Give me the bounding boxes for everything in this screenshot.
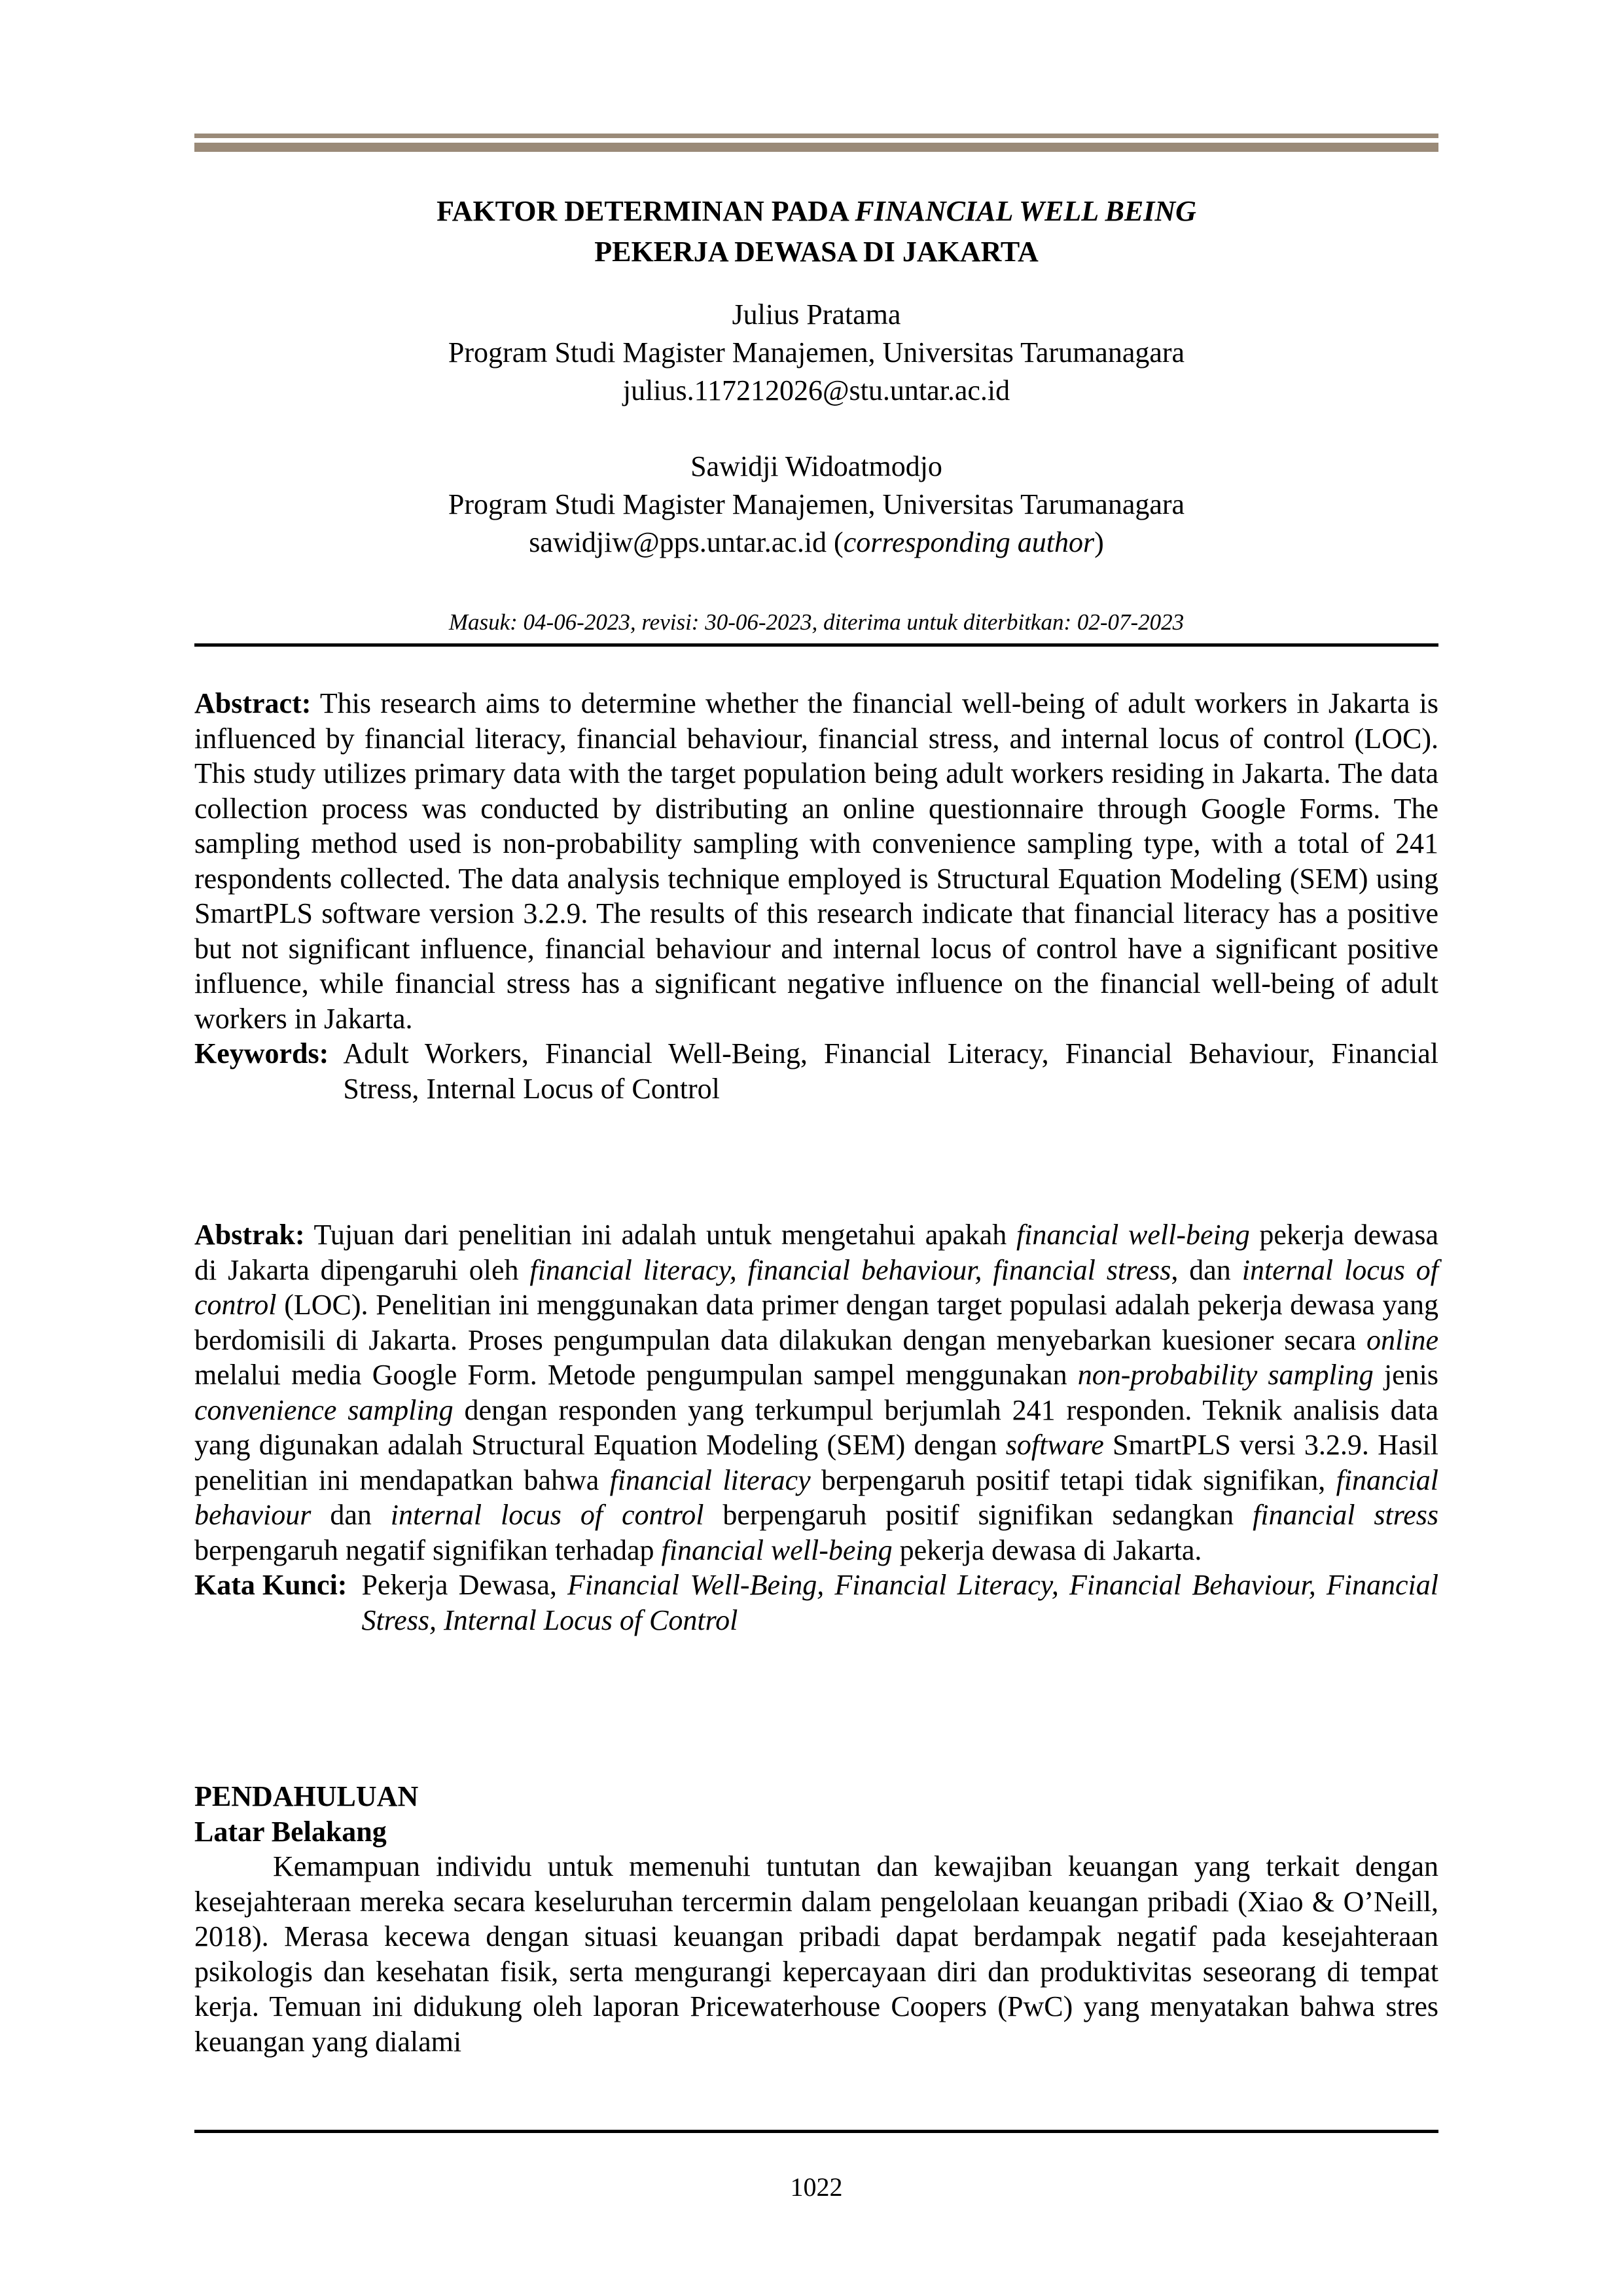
text-run: SmartPLS versi 3.2.9. Hasil penelitian ini mendapatkan bahwa <box>194 1429 1438 1496</box>
abstrak-label: Abstrak: <box>194 1219 305 1251</box>
section-heading: PENDAHULUAN <box>194 1780 419 1812</box>
body-paragraph: Kemampuan individu untuk memenuhi tuntutan dan kewajiban keuangan yang terkait dengan kesejahteraan mereka secara keseluruhan tercermin dalam pengelolaan keuangan pribadi (Xiao & O’Neill, 2018). Merasa kecewa dengan situasi keuangan pribadi dapat berdampak negatif pada kesejahteraan psikologis dan kesehatan fisik, serta mengurangi kepercayaan diri dan produktivitas seseorang di tempat kerja. Temuan ini didukung oleh laporan Pricewaterhouse Coopers (PwC) yang menyatakan bahwa stres keuangan yang dialami <box>194 1850 1438 2058</box>
abstract-text: This research aims to determine whether the financial well-being of adult workers in Jakarta is influenced by financial literacy, financial behaviour, financial stress, and internal locus of control (LOC). This study utilizes primary data with the target population being adult workers residing in Jakarta. The data collection process was conducted by distributing an online questionnaire through Google Forms. The sampling method used is non-probability sampling with convenience sampling type, with a total of 241 respondents collected. The data analysis technique employed is Structural Equation Modeling (SEM) using SmartPLS software version 3.2.9. The results of this research indicate that financial literacy has a positive but not significant influence, financial behaviour and internal locus of control have a significant positive influence, while financial stress has a significant negative influence on the financial well-being of adult workers in Jakarta. <box>194 687 1438 1035</box>
keywords-row <box>194 1036 1438 1106</box>
italic-term: internal locus of control <box>390 1499 704 1531</box>
corresponding-note: corresponding author <box>843 526 1095 558</box>
keywords-label: Keywords: <box>194 1037 329 1069</box>
author-affiliation: Program Studi Magister Manajemen, Universitas Tarumanagara <box>448 488 1185 520</box>
text-run: berpengaruh positif tetapi tidak signifikan, <box>810 1463 1336 1496</box>
abstract-indonesian <box>194 1217 1438 1638</box>
italic-term: internal locus of control <box>194 1253 1438 1321</box>
author-email: sawidjiw@pps.untar.ac.id <box>529 526 827 558</box>
text-run: berpengaruh negatif signifikan terhadap <box>194 1534 662 1566</box>
text-run: berpengaruh positif signifikan sedangkan <box>704 1499 1253 1531</box>
author-affiliation: Program Studi Magister Manajemen, Universitas Tarumanagara <box>448 336 1185 368</box>
author-2 <box>194 448 1438 562</box>
text-run: Tujuan dari penelitian ini adalah untuk mengetahui apakah <box>313 1219 1016 1251</box>
title-line-1: FAKTOR DETERMINAN PADA FINANCIAL WELL BEING <box>437 195 1196 227</box>
italic-term: online <box>1366 1323 1438 1356</box>
abstrak-text <box>194 1219 1438 1566</box>
page-number: 1022 <box>790 2172 843 2202</box>
kata-kunci-row <box>194 1568 1438 1638</box>
header-rule-thick <box>194 143 1438 152</box>
abstract-english <box>194 686 1438 1106</box>
author-list <box>194 296 1438 600</box>
italic-term: financial behaviour <box>194 1463 1439 1531</box>
header-divider <box>194 643 1438 647</box>
italic-term: financial literacy, financial behaviour, financial stress <box>529 1253 1171 1286</box>
italic-term: financial well-being <box>661 1534 893 1566</box>
keywords-text: Adult Workers, Financial Well-Being, Financial Literacy, Financial Behaviour, Financial Stress, Internal Locus of Control <box>343 1037 1438 1105</box>
submission-dates: Masuk: 04-06-2023, revisi: 30-06-2023, diterima untuk diterbitkan: 02-07-2023 <box>448 609 1185 635</box>
author-email-line: sawidjiw@pps.untar.ac.id (corresponding author) <box>529 526 1104 558</box>
text-run: dan <box>311 1499 391 1531</box>
italic-term: convenience sampling <box>194 1393 454 1426</box>
text-run: pekerja dewasa di Jakarta dipengaruhi oleh <box>194 1219 1438 1286</box>
author-email: julius.117212026@stu.untar.ac.id <box>622 374 1010 406</box>
italic-term: financial literacy <box>609 1463 811 1496</box>
text-run: melalui media Google Form. Metode pengumpulan sampel menggunakan <box>194 1359 1078 1391</box>
text-run: dengan responden yang terkumpul berjumlah 241 responden. Teknik analisis data yang digunakan adalah Structural Equation Modeling (SEM) dengan <box>194 1393 1438 1461</box>
header-rule-thin <box>194 134 1438 138</box>
author-name: Sawidji Widoatmodjo <box>690 450 942 482</box>
kata-kunci-label: Kata Kunci: <box>194 1569 348 1601</box>
abstract-paragraph <box>194 686 1438 1036</box>
text-run: pekerja dewasa di Jakarta. <box>892 1534 1202 1566</box>
italic-term: financial stress <box>1253 1499 1439 1531</box>
footer-rule <box>194 2130 1438 2133</box>
text-run: jenis <box>1373 1359 1438 1391</box>
section-pendahuluan <box>194 1779 1438 2059</box>
subsection-heading: Latar Belakang <box>194 1815 387 1848</box>
italic-term: financial well-being <box>1016 1219 1250 1251</box>
kata-kunci-text: Pekerja Dewasa, Financial Well-Being, Financial Literacy, Financial Behaviour, Financial Stress, Internal Locus of Control <box>361 1569 1438 1636</box>
italic-term: software <box>1005 1429 1104 1461</box>
text-run: , dan <box>1171 1253 1242 1286</box>
title-line-2: PEKERJA DEWASA DI JAKARTA <box>594 236 1039 268</box>
abstract-label: Abstract: <box>194 687 312 719</box>
paper-title <box>194 191 1438 272</box>
author-1 <box>194 296 1438 410</box>
abstrak-paragraph <box>194 1217 1438 1568</box>
author-name: Julius Pratama <box>732 298 901 331</box>
italic-term: non-probability sampling <box>1077 1359 1374 1391</box>
text-run: (LOC). Penelitian ini menggunakan data primer dengan target populasi adalah pekerja dewasa yang berdomisili di Jakarta. Proses pengumpulan data dilakukan dengan menyebarkan kuesioner secara <box>194 1289 1438 1356</box>
